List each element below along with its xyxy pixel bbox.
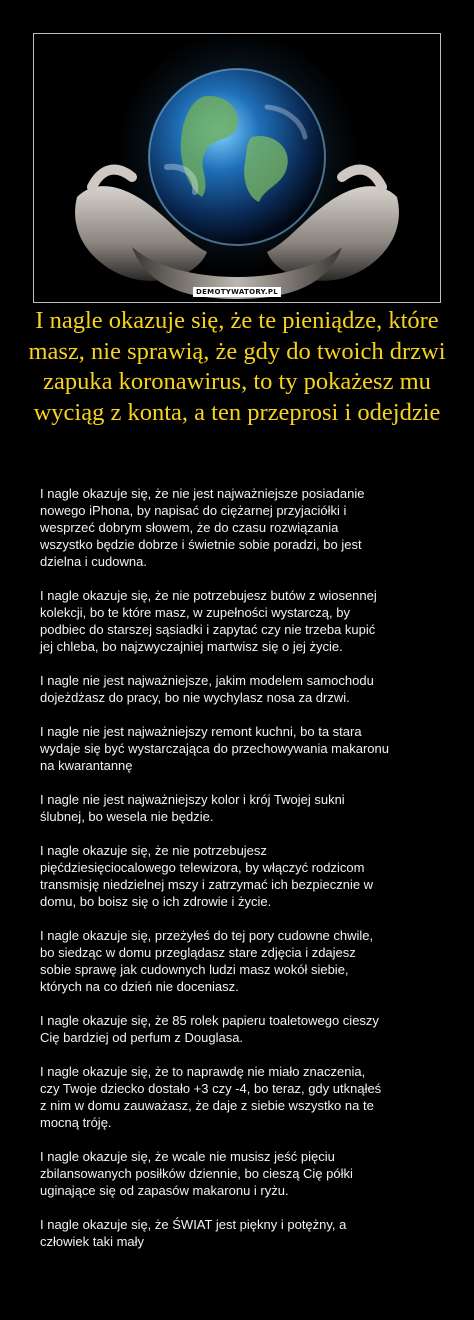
paragraph: I nagle okazuje się, że ŚWIAT jest piękny i potężny, a człowiek taki mały xyxy=(40,1217,347,1249)
paragraph: I nagle okazuje się, że nie jest najważniejsze posiadanie nowego iPhona, by napisać do ciężarnej przyjaciółki i wesprzeć dobrym słowem, że do czasu rozwiązania wszystko będzie dobrze i świetnie sobie poradzi, bo jest dzielna i cudowna. xyxy=(40,486,365,569)
photo-frame xyxy=(33,33,441,303)
hands-earth-illustration xyxy=(37,37,437,299)
watermark-label: DEMOTYWATORY.PL xyxy=(193,287,281,297)
paragraph: I nagle nie jest najważniejszy remont kuchni, bo ta stara wydaje się być wystarczająca do przechowywania makaronu na kwarantannę xyxy=(40,724,389,773)
earth-globe-icon xyxy=(149,69,325,245)
paragraph: I nagle okazuje się, że to naprawdę nie miało znaczenia, czy Twoje dziecko dostało +3 czy -4, bo teraz, gdy utknąłeś z nim w domu zauważasz, że daje z siebie wszystko na te mocną tróję. xyxy=(40,1064,382,1130)
page-title: I nagle okazuje się, że te pieniądze, które masz, nie sprawią, że gdy do twoich drzwi zapuka koronawirus, to ty pokażesz mu wyciąg z konta, a ten przeprosi i odejdzie xyxy=(28,307,446,426)
paragraph: I nagle okazuje się, że nie potrzebujesz pięćdziesięciocalowego telewizora, by włączyć rodzicom transmisję niedzielnej mszy i zatrzymać ich bezpiecznie w domu, bo boisz się o ich zdrowie i życie. xyxy=(40,843,374,909)
paragraph: I nagle okazuje się, że 85 rolek papieru toaletowego cieszy Cię bardziej od perfum z Douglasa. xyxy=(40,1013,379,1045)
paragraph: I nagle nie jest najważniejszy kolor i krój Twojej sukni ślubnej, bo wesela nie będzie. xyxy=(40,792,345,824)
paragraph: I nagle okazuje się, że wcale nie musisz jeść pięciu zbilansowanych posiłków dziennie, bo cieszą Cię półki uginające się od zapasów makaronu i ryżu. xyxy=(40,1149,353,1198)
body-text xyxy=(40,485,460,1250)
paragraph: I nagle nie jest najważniejsze, jakim modelem samochodu dojeżdżasz do pracy, bo nie wychylasz nosa za drzwi. xyxy=(40,673,374,705)
photo-hands-holding-earth xyxy=(37,37,437,299)
paragraph: I nagle okazuje się, przeżyłeś do tej pory cudowne chwile, bo siedząc w domu przeglądasz stare zdjęcia i zdajesz sobie sprawę jak cudownych ludzi masz wokół siebie, których na co dzień nie doceniasz. xyxy=(40,928,374,994)
paragraph: I nagle okazuje się, że nie potrzebujesz butów z wiosennej kolekcji, bo te które masz, w zupełności wystarczą, by podbiec do starszej sąsiadki i zapytać czy nie trzeba kupić jej chleba, bo najzwyczajniej martwisz się o jej życie. xyxy=(40,588,377,654)
